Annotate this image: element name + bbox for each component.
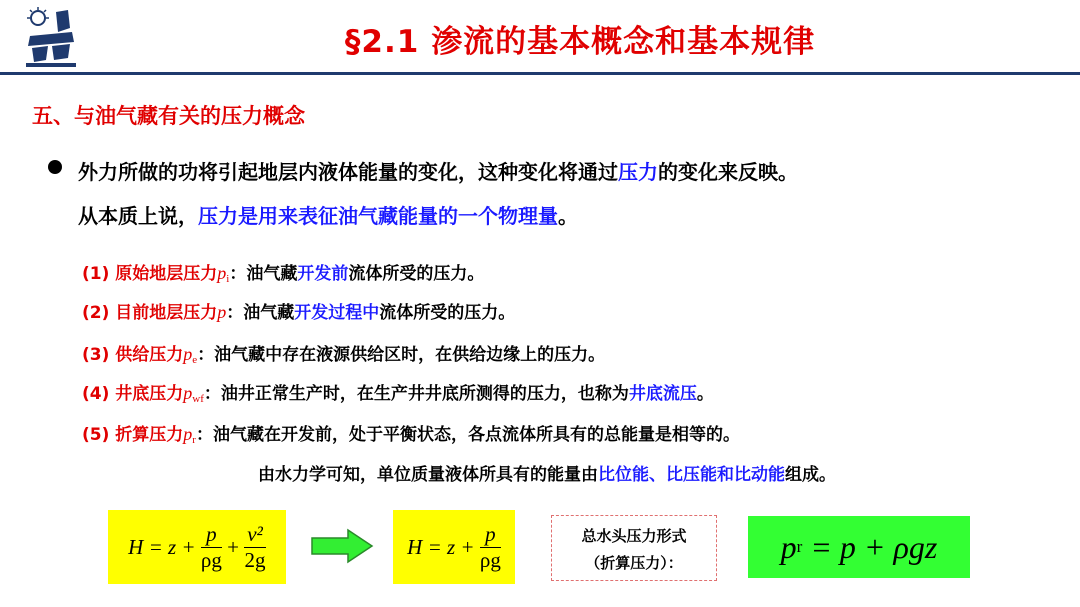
formula-simplified bbox=[393, 510, 515, 584]
item-symbol-sub: r bbox=[192, 434, 196, 446]
item-number: (5) bbox=[82, 425, 110, 445]
list-item-continuation bbox=[258, 460, 836, 485]
formula-3-rhs: = p + ρgz bbox=[802, 528, 938, 565]
item-number: (4) bbox=[82, 384, 110, 404]
bullet-line-1-highlight: 压力 bbox=[618, 160, 658, 184]
formula-2-lhs: H = z + bbox=[407, 534, 475, 559]
frac-denominator: ρg bbox=[200, 547, 222, 572]
formula-1-lhs: H = z + bbox=[128, 534, 196, 559]
section-heading: 五、与油气藏有关的压力概念 bbox=[32, 104, 305, 128]
bullet-line-1-text: 外力所做的功将引起地层内液体能量的变化，这种变化将通过 bbox=[78, 160, 618, 184]
frac-numerator: p bbox=[201, 522, 222, 548]
item-term: 供给压力 bbox=[115, 345, 184, 365]
formula-2-frac bbox=[480, 522, 501, 573]
item-symbol: p bbox=[183, 344, 193, 364]
item-number: (1) bbox=[82, 264, 110, 284]
formula-1-frac-pressure bbox=[201, 522, 222, 573]
item-symbol-sub: i bbox=[226, 273, 230, 285]
frac-denominator: ρg bbox=[479, 547, 501, 572]
item-text-end: 流体所受的压力。 bbox=[348, 264, 485, 284]
title-divider bbox=[0, 72, 1080, 75]
item-text: ：油井正常生产时，在生产井井底所测得的压力，也称为 bbox=[203, 384, 629, 404]
note-line-2: （折算压力）： bbox=[585, 554, 683, 572]
formula-converted-pressure bbox=[748, 516, 970, 578]
item-term: 原始地层压力 bbox=[115, 264, 218, 284]
bullet-line-1 bbox=[78, 156, 798, 185]
item-symbol-sub: wf bbox=[192, 393, 204, 405]
formula-total-head bbox=[108, 510, 286, 584]
item-symbol: p bbox=[217, 302, 227, 322]
item-text-end: 流体所受的压力。 bbox=[379, 303, 516, 323]
bullet-line-1-end: 的变化来反映。 bbox=[658, 160, 798, 184]
bullet-line-2-highlight: 压力是用来表征油气藏能量的一个物理量 bbox=[198, 204, 558, 228]
frac-numerator: v² bbox=[244, 522, 266, 548]
item-highlight: 比位能、比压能和比动能 bbox=[598, 465, 785, 485]
item-symbol: p bbox=[183, 424, 193, 444]
item-symbol: p bbox=[217, 263, 227, 283]
frac-numerator: p bbox=[480, 522, 501, 548]
item-text: ：油气藏在开发前，处于平衡状态，各点流体所具有的总能量是相等的。 bbox=[195, 425, 740, 445]
formula-1-frac-velocity bbox=[244, 522, 266, 573]
item-term: 目前地层压力 bbox=[115, 303, 218, 323]
note-line-1: 总水头压力形式 bbox=[581, 527, 687, 545]
formula-1-plus: + bbox=[227, 534, 239, 559]
item-highlight: 井底流压 bbox=[628, 384, 697, 404]
university-logo-icon bbox=[22, 6, 80, 68]
frac-denominator: 2g bbox=[244, 547, 266, 572]
item-text-end: 。 bbox=[696, 384, 714, 404]
right-arrow-icon bbox=[310, 528, 374, 564]
item-text: ：油气藏 bbox=[229, 264, 298, 284]
formula-3-sub: r bbox=[796, 537, 803, 556]
item-highlight: 开发过程中 bbox=[294, 303, 380, 323]
page-title: §2.1 渗流的基本概念和基本规律 bbox=[344, 24, 816, 60]
item-number: (3) bbox=[82, 345, 110, 365]
item-text-end: 组成。 bbox=[785, 465, 836, 485]
item-text: ：油气藏 bbox=[226, 303, 295, 323]
bullet-line-2-end: 。 bbox=[558, 204, 578, 228]
item-term: 折算压力 bbox=[115, 425, 184, 445]
list-item bbox=[82, 298, 515, 323]
item-highlight: 开发前 bbox=[297, 264, 349, 284]
bullet-line-2 bbox=[78, 200, 578, 229]
list-item bbox=[82, 259, 484, 285]
item-symbol: p bbox=[183, 383, 193, 403]
bullet-line-2-text: 从本质上说， bbox=[78, 204, 198, 228]
item-number: (2) bbox=[82, 303, 110, 323]
converted-pressure-note bbox=[551, 515, 717, 581]
list-item bbox=[82, 420, 740, 446]
list-item bbox=[82, 340, 605, 366]
item-text: ：油气藏中存在液源供给区时，在供给边缘上的压力。 bbox=[197, 345, 606, 365]
bullet-icon bbox=[48, 160, 62, 174]
formula-3-symbol: p bbox=[780, 528, 797, 565]
list-item bbox=[82, 379, 714, 405]
item-term: 井底压力 bbox=[115, 384, 184, 404]
item-symbol-sub: e bbox=[192, 354, 198, 366]
item-text: 由水力学可知，单位质量液体所具有的能量由 bbox=[258, 465, 598, 485]
